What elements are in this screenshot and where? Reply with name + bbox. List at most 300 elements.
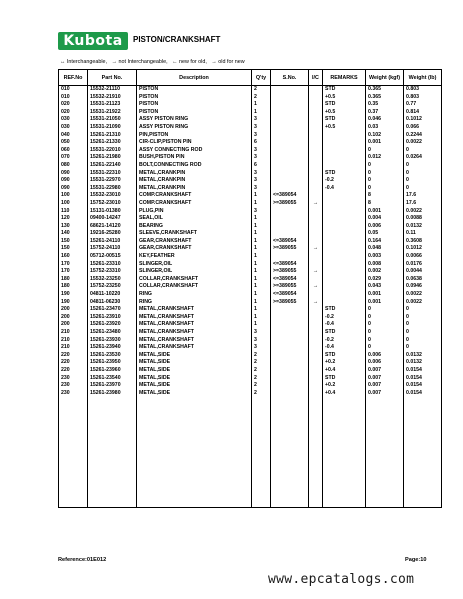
cell-weight-lb: 0.0132 xyxy=(404,352,442,360)
cell-serial-no xyxy=(271,162,309,170)
cell-remarks xyxy=(323,162,366,170)
cell-description: ASSY PISTON RING xyxy=(137,124,252,132)
table-row xyxy=(59,382,442,390)
cell-weight-lb: 0.0044 xyxy=(404,268,442,276)
empty-cell xyxy=(271,397,309,508)
cell-part-no: 04811-10220 xyxy=(88,291,137,299)
cell-ref: 190 xyxy=(59,299,88,307)
cell-weight-kgf: 0.002 xyxy=(366,268,404,276)
cell-ic: → xyxy=(309,299,323,307)
table-row xyxy=(59,329,442,337)
cell-serial-no: <=389054 xyxy=(271,238,309,246)
cell-ic xyxy=(309,101,323,109)
cell-qty: 3 xyxy=(252,177,271,185)
cell-ic xyxy=(309,329,323,337)
cell-qty: 3 xyxy=(252,337,271,345)
cell-weight-kgf: 0.006 xyxy=(366,352,404,360)
cell-part-no: 15261-23960 xyxy=(88,367,137,375)
table-row xyxy=(59,359,442,367)
cell-part-no: 15532-21110 xyxy=(88,86,137,94)
cell-description: METAL,SIDE xyxy=(137,375,252,383)
cell-qty: 3 xyxy=(252,116,271,124)
cell-weight-lb: 0 xyxy=(404,344,442,352)
cell-description: METAL,SIDE xyxy=(137,367,252,375)
cell-serial-no xyxy=(271,154,309,162)
cell-description: METAL,SIDE xyxy=(137,390,252,398)
cell-remarks xyxy=(323,132,366,140)
cell-weight-kgf: 0 xyxy=(366,321,404,329)
cell-weight-lb: 0.11 xyxy=(404,230,442,238)
cell-weight-lb: 17.6 xyxy=(404,200,442,208)
cell-weight-lb: 0 xyxy=(404,314,442,322)
cell-ref: 140 xyxy=(59,230,88,238)
table-row xyxy=(59,375,442,383)
cell-ref: 210 xyxy=(59,337,88,345)
cell-remarks xyxy=(323,238,366,246)
table-row xyxy=(59,314,442,322)
cell-serial-no xyxy=(271,101,309,109)
table-row xyxy=(59,253,442,261)
cell-weight-kgf: 0.001 xyxy=(366,139,404,147)
cell-ic: → xyxy=(309,200,323,208)
cell-ref: 100 xyxy=(59,200,88,208)
cell-remarks xyxy=(323,283,366,291)
table-row xyxy=(59,132,442,140)
cell-qty: 3 xyxy=(252,154,271,162)
cell-ic xyxy=(309,86,323,94)
cell-description: BUSH,PISTON PIN xyxy=(137,154,252,162)
table-row xyxy=(59,147,442,155)
cell-remarks: STD xyxy=(323,86,366,94)
cell-serial-no xyxy=(271,253,309,261)
cell-ref: 170 xyxy=(59,261,88,269)
cell-serial-no xyxy=(271,359,309,367)
cell-weight-lb: 0.803 xyxy=(404,94,442,102)
cell-qty: 3 xyxy=(252,170,271,178)
cell-ic xyxy=(309,276,323,284)
cell-serial-no xyxy=(271,170,309,178)
cell-weight-kgf: 0 xyxy=(366,162,404,170)
cell-remarks xyxy=(323,299,366,307)
cell-qty: 1 xyxy=(252,215,271,223)
cell-description: GEAR,CRANKSHAFT xyxy=(137,238,252,246)
cell-serial-no xyxy=(271,147,309,155)
cell-ref: 180 xyxy=(59,283,88,291)
cell-part-no: 68621-14120 xyxy=(88,223,137,231)
cell-serial-no xyxy=(271,321,309,329)
cell-ref: 210 xyxy=(59,329,88,337)
table-row xyxy=(59,101,442,109)
empty-cell xyxy=(323,397,366,508)
cell-part-no: 15261-23930 xyxy=(88,337,137,345)
cell-weight-lb: 0 xyxy=(404,147,442,155)
cell-qty: 1 xyxy=(252,253,271,261)
cell-ref: 040 xyxy=(59,132,88,140)
cell-part-no: 15261-23310 xyxy=(88,261,137,269)
table-row xyxy=(59,261,442,269)
cell-ic xyxy=(309,185,323,193)
cell-description: COMP.CRANKSHAFT xyxy=(137,192,252,200)
cell-part-no: 15261-23480 xyxy=(88,329,137,337)
cell-ic xyxy=(309,291,323,299)
cell-description: SEAL,OIL xyxy=(137,215,252,223)
cell-serial-no xyxy=(271,344,309,352)
cell-weight-kgf: 0.029 xyxy=(366,276,404,284)
cell-weight-kgf: 0 xyxy=(366,177,404,185)
cell-ic xyxy=(309,230,323,238)
table-row xyxy=(59,208,442,216)
table-row xyxy=(59,306,442,314)
table-row xyxy=(59,94,442,102)
table-row xyxy=(59,223,442,231)
cell-description: PISTON xyxy=(137,86,252,94)
cell-qty: 1 xyxy=(252,230,271,238)
cell-part-no: 15261-21310 xyxy=(88,132,137,140)
cell-qty: 2 xyxy=(252,390,271,398)
cell-description: METAL,CRANKSHAFT xyxy=(137,306,252,314)
cell-weight-kgf: 8 xyxy=(366,192,404,200)
cell-serial-no xyxy=(271,208,309,216)
cell-part-no: 15261-22140 xyxy=(88,162,137,170)
cell-remarks: STD xyxy=(323,329,366,337)
table-row xyxy=(59,344,442,352)
cell-serial-no xyxy=(271,329,309,337)
cell-ref: 230 xyxy=(59,375,88,383)
cell-ref: 220 xyxy=(59,352,88,360)
table-filler-row xyxy=(59,397,442,508)
cell-description: PISTON xyxy=(137,109,252,117)
cell-description: SLEEVE,CRANKSHAFT xyxy=(137,230,252,238)
cell-weight-kgf: 0.006 xyxy=(366,223,404,231)
cell-weight-lb: 0.0154 xyxy=(404,390,442,398)
cell-ic xyxy=(309,352,323,360)
cell-ic xyxy=(309,390,323,398)
cell-ref: 130 xyxy=(59,223,88,231)
cell-weight-kgf: 0.004 xyxy=(366,215,404,223)
cell-remarks xyxy=(323,139,366,147)
cell-ref: 120 xyxy=(59,215,88,223)
cell-serial-no: <=389054 xyxy=(271,291,309,299)
cell-weight-kgf: 0.35 xyxy=(366,101,404,109)
cell-description: CIR-CLIP,PISTON PIN xyxy=(137,139,252,147)
cell-description: METAL,CRANKSHAFT xyxy=(137,337,252,345)
table-row xyxy=(59,192,442,200)
cell-serial-no xyxy=(271,124,309,132)
cell-weight-lb: 0.77 xyxy=(404,101,442,109)
cell-serial-no xyxy=(271,94,309,102)
cell-serial-no xyxy=(271,116,309,124)
cell-weight-kgf: 0.102 xyxy=(366,132,404,140)
cell-qty: 3 xyxy=(252,124,271,132)
cell-part-no: 19216-25280 xyxy=(88,230,137,238)
cell-remarks: +0.4 xyxy=(323,390,366,398)
cell-serial-no xyxy=(271,390,309,398)
cell-description: SLINGER,OIL xyxy=(137,268,252,276)
cell-ref: 230 xyxy=(59,390,88,398)
cell-qty: 2 xyxy=(252,359,271,367)
cell-qty: 1 xyxy=(252,192,271,200)
cell-weight-kgf: 0 xyxy=(366,344,404,352)
cell-weight-lb: 0.0132 xyxy=(404,359,442,367)
cell-remarks xyxy=(323,230,366,238)
cell-weight-kgf: 0.007 xyxy=(366,375,404,383)
legend-new-for-old: ← new for old, xyxy=(172,59,207,65)
cell-qty: 1 xyxy=(252,109,271,117)
cell-description: COLLAR,CRANKSHAFT xyxy=(137,276,252,284)
cell-weight-kgf: 0.007 xyxy=(366,367,404,375)
cell-remarks: STD xyxy=(323,116,366,124)
cell-ref: 220 xyxy=(59,359,88,367)
cell-weight-kgf: 0.365 xyxy=(366,86,404,94)
cell-ref: 100 xyxy=(59,192,88,200)
cell-qty: 3 xyxy=(252,344,271,352)
col-header-ic: I/C xyxy=(309,70,323,86)
cell-remarks: STD xyxy=(323,352,366,360)
cell-serial-no xyxy=(271,352,309,360)
cell-description: METAL,CRANKPIN xyxy=(137,170,252,178)
table-row xyxy=(59,109,442,117)
cell-part-no: 15531-21050 xyxy=(88,116,137,124)
cell-part-no: 04811-06230 xyxy=(88,299,137,307)
cell-weight-kgf: 0 xyxy=(366,170,404,178)
cell-part-no: 15752-23010 xyxy=(88,200,137,208)
cell-weight-lb: 0 xyxy=(404,177,442,185)
cell-description: METAL,SIDE xyxy=(137,382,252,390)
empty-cell xyxy=(366,397,404,508)
cell-weight-lb: 0.1012 xyxy=(404,245,442,253)
cell-ic xyxy=(309,344,323,352)
table-row xyxy=(59,291,442,299)
cell-description: ASSY CONNECTING ROD xyxy=(137,147,252,155)
cell-weight-kgf: 0.003 xyxy=(366,253,404,261)
table-row xyxy=(59,230,442,238)
cell-ic xyxy=(309,177,323,185)
cell-description: METAL,CRANKSHAFT xyxy=(137,344,252,352)
cell-qty: 2 xyxy=(252,94,271,102)
cell-qty: 1 xyxy=(252,245,271,253)
cell-serial-no: >=389055 xyxy=(271,283,309,291)
cell-weight-kgf: 0 xyxy=(366,147,404,155)
cell-remarks: STD xyxy=(323,101,366,109)
cell-description: GEAR,CRANKSHAFT xyxy=(137,245,252,253)
cell-part-no: 15261-23940 xyxy=(88,344,137,352)
cell-ic xyxy=(309,94,323,102)
empty-cell xyxy=(252,397,271,508)
cell-part-no: 15532-21910 xyxy=(88,94,137,102)
cell-ic: → xyxy=(309,245,323,253)
cell-ic xyxy=(309,261,323,269)
cell-remarks: -0.4 xyxy=(323,321,366,329)
cell-ic xyxy=(309,192,323,200)
cell-serial-no xyxy=(271,337,309,345)
cell-remarks xyxy=(323,253,366,261)
cell-remarks xyxy=(323,223,366,231)
cell-remarks xyxy=(323,276,366,284)
cell-weight-lb: 0.3608 xyxy=(404,238,442,246)
cell-remarks xyxy=(323,215,366,223)
cell-serial-no xyxy=(271,314,309,322)
table-row xyxy=(59,321,442,329)
cell-qty: 1 xyxy=(252,261,271,269)
cell-remarks xyxy=(323,268,366,276)
cell-weight-kgf: 0.043 xyxy=(366,283,404,291)
table-row xyxy=(59,215,442,223)
cell-qty: 1 xyxy=(252,306,271,314)
cell-ic xyxy=(309,321,323,329)
col-header-qty: Q'ty xyxy=(252,70,271,86)
cell-ic xyxy=(309,359,323,367)
cell-weight-lb: 0.0154 xyxy=(404,367,442,375)
col-header-description: Description xyxy=(137,70,252,86)
reference-code: Reference:01E012 xyxy=(58,557,107,563)
cell-part-no: 15261-23980 xyxy=(88,390,137,398)
cell-description: METAL,CRANKSHAFT xyxy=(137,314,252,322)
cell-part-no: 15261-21330 xyxy=(88,139,137,147)
cell-qty: 2 xyxy=(252,382,271,390)
cell-part-no: 15752-23250 xyxy=(88,283,137,291)
cell-weight-lb: 0 xyxy=(404,170,442,178)
cell-weight-lb: 0.0022 xyxy=(404,208,442,216)
cell-part-no: 15261-23470 xyxy=(88,306,137,314)
cell-part-no: 15531-22010 xyxy=(88,147,137,155)
cell-description: METAL,CRANKSHAFT xyxy=(137,321,252,329)
cell-part-no: 15261-23950 xyxy=(88,359,137,367)
cell-weight-lb: 0.0154 xyxy=(404,382,442,390)
col-header-ref: REF.No xyxy=(59,70,88,86)
cell-weight-kgf: 0 xyxy=(366,314,404,322)
cell-remarks: -0.2 xyxy=(323,337,366,345)
cell-description: COMP.CRANKSHAFT xyxy=(137,200,252,208)
cell-weight-lb: 0 xyxy=(404,162,442,170)
cell-weight-kgf: 0.007 xyxy=(366,382,404,390)
cell-ic xyxy=(309,162,323,170)
cell-part-no: 15531-21922 xyxy=(88,109,137,117)
cell-ic xyxy=(309,208,323,216)
cell-description: METAL,CRANKPIN xyxy=(137,185,252,193)
table-row xyxy=(59,367,442,375)
cell-part-no: 15261-23910 xyxy=(88,314,137,322)
parts-table-body xyxy=(59,86,442,508)
cell-description: KEY,FEATHER xyxy=(137,253,252,261)
cell-ic xyxy=(309,170,323,178)
cell-weight-lb: 0.0022 xyxy=(404,291,442,299)
legend-interchangeable: ↔ Interchangeable, xyxy=(60,59,108,65)
cell-ref: 230 xyxy=(59,382,88,390)
empty-cell xyxy=(309,397,323,508)
cell-part-no: 09400-14247 xyxy=(88,215,137,223)
cell-description: PIN,PISTON xyxy=(137,132,252,140)
cell-weight-lb: 0.814 xyxy=(404,109,442,117)
watermark-url: www.epcatalogs.com xyxy=(268,572,415,587)
cell-qty: 6 xyxy=(252,162,271,170)
cell-remarks: +0.4 xyxy=(323,367,366,375)
cell-remarks: -0.2 xyxy=(323,177,366,185)
cell-ref: 170 xyxy=(59,268,88,276)
cell-remarks xyxy=(323,200,366,208)
cell-ref: 150 xyxy=(59,238,88,246)
cell-ref: 150 xyxy=(59,245,88,253)
cell-qty: 1 xyxy=(252,299,271,307)
cell-weight-lb: 0 xyxy=(404,321,442,329)
cell-ref: 110 xyxy=(59,208,88,216)
cell-weight-lb: 0.803 xyxy=(404,86,442,94)
table-row xyxy=(59,276,442,284)
cell-qty: 3 xyxy=(252,329,271,337)
cell-description: BOLT,CONNECTING ROD xyxy=(137,162,252,170)
cell-remarks: STD xyxy=(323,375,366,383)
legend-not-interchangeable: → not Interchangeable, xyxy=(111,59,168,65)
cell-ic xyxy=(309,337,323,345)
cell-weight-lb: 0.0088 xyxy=(404,215,442,223)
cell-ic xyxy=(309,238,323,246)
cell-part-no: 15261-23970 xyxy=(88,382,137,390)
table-row xyxy=(59,116,442,124)
cell-remarks: +0.5 xyxy=(323,94,366,102)
cell-ic xyxy=(309,223,323,231)
cell-qty: 1 xyxy=(252,283,271,291)
cell-weight-kgf: 0.05 xyxy=(366,230,404,238)
cell-weight-kgf: 0.001 xyxy=(366,208,404,216)
col-header-part-no: Part No. xyxy=(88,70,137,86)
cell-qty: 2 xyxy=(252,352,271,360)
cell-weight-lb: 0 xyxy=(404,185,442,193)
parts-table xyxy=(58,69,442,508)
cell-remarks: +0.5 xyxy=(323,124,366,132)
cell-qty: 1 xyxy=(252,238,271,246)
cell-qty: 6 xyxy=(252,139,271,147)
cell-part-no: 15532-23010 xyxy=(88,192,137,200)
cell-weight-kgf: 0.007 xyxy=(366,390,404,398)
empty-cell xyxy=(137,397,252,508)
cell-ref: 160 xyxy=(59,253,88,261)
cell-weight-kgf: 0 xyxy=(366,185,404,193)
cell-serial-no: <=389054 xyxy=(271,276,309,284)
cell-serial-no xyxy=(271,139,309,147)
cell-ref: 010 xyxy=(59,94,88,102)
cell-part-no: 15532-23250 xyxy=(88,276,137,284)
cell-qty: 1 xyxy=(252,101,271,109)
cell-description: COLLAR,CRANKSHAFT xyxy=(137,283,252,291)
cell-part-no: 15261-23540 xyxy=(88,375,137,383)
cell-weight-kgf: 0 xyxy=(366,329,404,337)
cell-description: RING xyxy=(137,299,252,307)
cell-description: SLINGER,OIL xyxy=(137,261,252,269)
cell-part-no: 15261-21980 xyxy=(88,154,137,162)
cell-ref: 090 xyxy=(59,185,88,193)
cell-qty: 3 xyxy=(252,185,271,193)
cell-weight-kgf: 0.001 xyxy=(366,299,404,307)
cell-ref: 210 xyxy=(59,344,88,352)
cell-ic xyxy=(309,367,323,375)
cell-part-no: 15261-23920 xyxy=(88,321,137,329)
cell-qty: 1 xyxy=(252,314,271,322)
cell-serial-no xyxy=(271,230,309,238)
table-row xyxy=(59,185,442,193)
cell-serial-no xyxy=(271,185,309,193)
cell-ref: 090 xyxy=(59,170,88,178)
empty-cell xyxy=(59,397,88,508)
cell-qty: 3 xyxy=(252,132,271,140)
col-header-weight-lb: Weight (lb) xyxy=(404,70,442,86)
cell-remarks: -0.4 xyxy=(323,344,366,352)
cell-weight-kgf: 0.164 xyxy=(366,238,404,246)
col-header-serial-no: S.No. xyxy=(271,70,309,86)
cell-ref: 020 xyxy=(59,109,88,117)
table-header-row xyxy=(59,70,442,86)
cell-ic xyxy=(309,109,323,117)
cell-remarks xyxy=(323,192,366,200)
cell-ic xyxy=(309,116,323,124)
